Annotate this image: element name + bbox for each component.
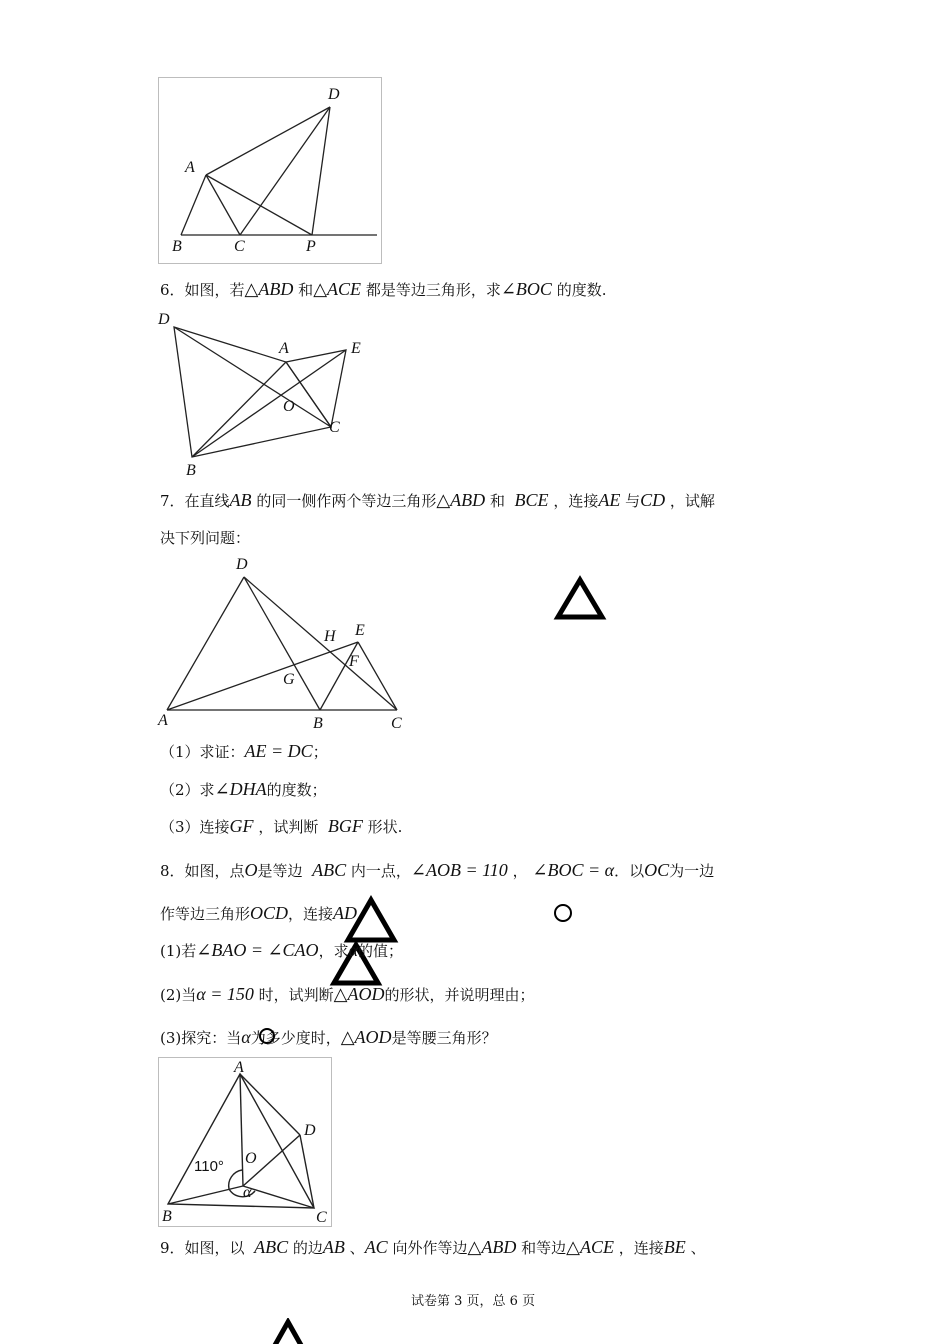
q9-text-c: 、 <box>349 1239 365 1257</box>
q6-label-o: O <box>283 398 295 415</box>
q6-label-a: A <box>279 340 289 357</box>
q6-text-c: 都是等边三角形，求 <box>365 281 501 299</box>
q6-math-1: △ABD <box>244 279 294 299</box>
q7-sub-1 <box>160 742 328 760</box>
q6-math-3: ∠BOC <box>500 279 552 299</box>
q7-math-3: BCE <box>514 490 549 510</box>
figure-abcdp <box>158 77 382 264</box>
q8-p3-math: α <box>241 1027 251 1047</box>
q7-sub1-text: （1）求证： <box>160 743 245 761</box>
q8-label-d: D <box>304 1122 316 1139</box>
q8-p3-text-c: 是等腰三角形？ <box>391 1029 497 1047</box>
q8-p1-text-c: 的值； <box>358 942 404 960</box>
q8-part-1 <box>160 941 403 959</box>
q8-text-b: 是等边 <box>257 862 303 880</box>
q7-sub3-end: 形状. <box>367 818 403 836</box>
q6-text-b: 和 <box>298 281 314 299</box>
q8-p1-math: ∠BAO = ∠CAO <box>196 940 319 960</box>
question-6 <box>160 280 606 298</box>
q7-sub1-math: AE = DC <box>244 741 313 761</box>
q9-math-4: △ABD <box>467 1237 517 1257</box>
q6-math-2: △ACE <box>313 279 362 299</box>
q7-label-f: F <box>349 653 359 670</box>
q8-label-b: B <box>162 1208 172 1225</box>
label-a: A <box>185 159 195 176</box>
q7-label-b: B <box>313 715 323 732</box>
figure-q6 <box>155 310 370 480</box>
q8-label-angle: 110° <box>194 1158 224 1175</box>
q8-math-5: OC <box>644 860 670 880</box>
label-c: C <box>234 238 245 255</box>
q8-line2-math-1: OCD <box>250 903 289 923</box>
q8-part-3 <box>160 1028 497 1046</box>
q9-text-a: 9．如图，以 <box>160 1239 245 1257</box>
q9-math-3: AC <box>364 1237 388 1257</box>
q8-math-3: ∠AOB = 110 <box>410 860 508 880</box>
circle-symbol-2 <box>257 1026 277 1046</box>
q7-text-f: ，试解 <box>669 492 715 510</box>
q8-p3-math-2: △AOD <box>340 1027 392 1047</box>
q8-p3-text-b: 为多少度时， <box>250 1029 341 1047</box>
q7-sub3-mid: ，试判断 <box>258 818 319 836</box>
q8-line2-math-2: AD <box>333 903 358 923</box>
q8-text-f: 为一边 <box>669 862 715 880</box>
q9-text-b: 的边 <box>292 1239 323 1257</box>
q7-label-h: H <box>324 628 336 645</box>
q8-p2-math-2: △AOD <box>333 984 385 1004</box>
q8-line2-text-a: 作等边三角形 <box>160 905 251 923</box>
q7-sub2-math: ∠DHA <box>214 779 267 799</box>
triangle-symbol-2 <box>343 895 399 945</box>
q6-label-b: B <box>186 462 196 479</box>
figure-q7 <box>155 555 410 735</box>
page-footer: 试卷第 3 页，总 6 页 <box>411 1294 536 1309</box>
q7-sub3-math-1: GF <box>229 816 254 836</box>
q7-sub1-end: ； <box>312 743 328 761</box>
q7-text-c: 和 <box>489 492 505 510</box>
figure-q8 <box>158 1057 332 1227</box>
q8-math-2: ABC <box>312 860 347 880</box>
q7-label-d: D <box>236 556 248 573</box>
q8-p1-text-b: ，求 <box>318 942 349 960</box>
q8-math-4: ∠BOC = α <box>532 860 615 880</box>
q8-p1-text-a: (1)若 <box>160 942 197 960</box>
q8-line-2 <box>160 904 362 922</box>
q8-text-d: ， <box>512 862 528 880</box>
q7-label-g: G <box>283 671 295 688</box>
q6-label-c: C <box>329 419 340 436</box>
q7-sub2-text: （2）求 <box>160 781 215 799</box>
q8-part-2 <box>160 985 535 1003</box>
question-9 <box>160 1238 706 1256</box>
q8-p2-text-a: (2)当 <box>160 986 197 1004</box>
q9-math-5: △ACE <box>566 1237 614 1257</box>
q8-text-a: 8．如图，点 <box>160 862 245 880</box>
q7-text-a: 7．在直线 <box>160 492 230 510</box>
q8-text-e: ．以 <box>614 862 645 880</box>
q9-text-e: 和等边 <box>521 1239 567 1257</box>
q8-line2-text-c: . <box>357 905 362 923</box>
q8-text-c: 内一点， <box>350 862 411 880</box>
q9-text-g: 、 <box>690 1239 706 1257</box>
triangle-symbol-1 <box>553 575 607 621</box>
q8-line2-text-b: ，连接 <box>288 905 334 923</box>
q7-math-2: △ABD <box>436 490 486 510</box>
q7-math-4: AE <box>598 490 621 510</box>
q8-label-a: A <box>234 1059 244 1076</box>
label-p: P <box>306 238 316 255</box>
question-8 <box>160 861 714 879</box>
q9-math-1: ABC <box>254 1237 289 1257</box>
q6-label-e: E <box>351 340 361 357</box>
q7-label-c: C <box>391 715 402 732</box>
q7-text-b: 的同一侧作两个等边三角形 <box>256 492 437 510</box>
q8-label-o: O <box>245 1150 257 1167</box>
q7-sub3-text: （3）连接 <box>160 818 230 836</box>
q7-math-1: AB <box>229 490 252 510</box>
q8-p1-math-2: α <box>348 940 359 960</box>
q8-label-alpha: α <box>243 1184 252 1201</box>
q9-text-d: 向外作等边 <box>392 1239 468 1257</box>
q7-label-e: E <box>355 622 365 639</box>
label-d: D <box>328 86 340 103</box>
q8-p3-text-a: (3)探究：当 <box>160 1029 242 1047</box>
q6-label-d: D <box>158 311 170 328</box>
q7-sub-2 <box>160 780 327 798</box>
circle-symbol-1 <box>552 902 574 924</box>
q9-text-f: ，连接 <box>618 1239 664 1257</box>
q7-line-2: 决下列问题： <box>160 529 251 547</box>
q8-math-1: O <box>244 860 258 880</box>
triangle-symbol-4 <box>266 1318 310 1344</box>
q7-math-5: CD <box>640 490 666 510</box>
q7-sub-3 <box>160 817 402 835</box>
label-b: B <box>172 238 182 255</box>
question-7 <box>160 491 715 509</box>
q6-text-d: 的度数. <box>556 281 607 299</box>
q9-math-2: AB <box>322 1237 345 1257</box>
q7-sub3-math-2: BGF <box>327 816 363 836</box>
q7-text-e: 与 <box>625 492 641 510</box>
q7-text-d: ，连接 <box>553 492 599 510</box>
q8-label-c: C <box>316 1209 327 1226</box>
q9-math-6: BE <box>663 1237 686 1257</box>
q8-p2-text-b: 时，试判断 <box>258 986 334 1004</box>
q7-sub2-end: 的度数； <box>266 781 327 799</box>
q7-label-a: A <box>158 712 168 729</box>
q8-p2-math: α = 150 <box>196 984 254 1004</box>
q6-text-a: 6．如图，若 <box>160 281 245 299</box>
q8-p2-text-c: 的形状，并说明理由； <box>384 986 535 1004</box>
